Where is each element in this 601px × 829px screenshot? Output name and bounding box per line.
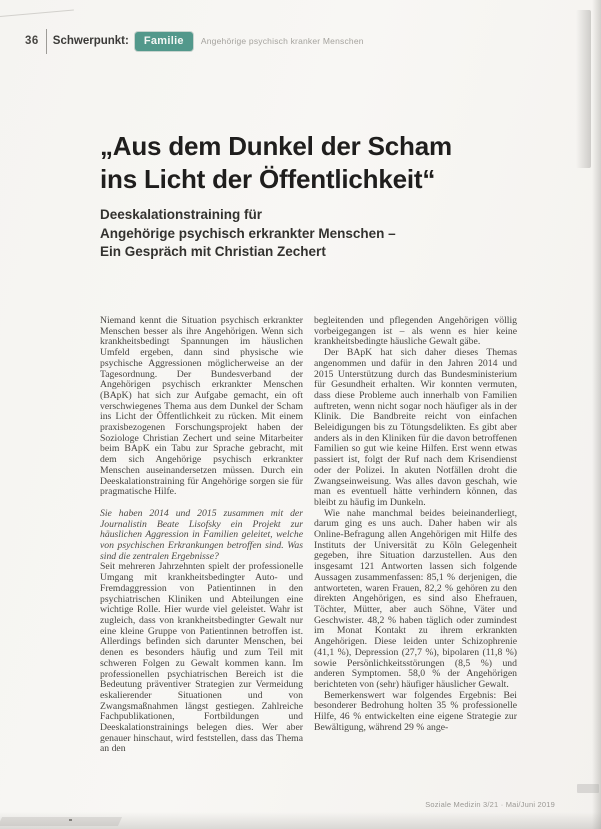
scan-artifact-topline xyxy=(0,10,74,18)
article-title-line2: ins Licht der Öffentlichkeit“ xyxy=(100,164,436,194)
article-title xyxy=(100,130,530,196)
article-subtitle xyxy=(100,206,520,262)
article-title-line1: „Aus dem Dunkel der Scham xyxy=(100,131,452,161)
issue-footer: Soziale Medizin 3/21 · Mai/Juni 2019 xyxy=(425,800,555,809)
article-subtitle-line2: Angehörige psychisch erkrankter Menschen – xyxy=(100,225,396,241)
body-paragraph: Der BApK hat sich daher dieses Themas angenommen und dafür in den Jahren 2014 und 2015 Unterstützung durch das Bundesministerium für Gesundheit erhalten. Wir konnten vermuten, dass diese Probleme auch innerhalb von Familien auftreten, wenn nicht sogar noch häufiger als in der Klinik. Die Bandbreite reicht von einfachen Beleidigungen bis zu Tötungsdelikten. Es gibt aber anders als in den Kliniken für die davon betroffenen Familien so gut wie keine Hilfen. Erst wenn etwas passiert ist, folgt der Ruf nach dem Krisendienst oder der Polizei. In akuten Notfällen droht die Zwangseinweisung. Was alles davon geschah, wie man es eventuell hätte verhindern können, das bleibt zu häufig im Dunkeln. xyxy=(314,347,517,508)
answer-paragraph: Seit mehreren Jahrzehnten spielt der professionelle Umgang mit krankheitsbedingter Auto- und Fremdaggression von Patientinnen in den psychiatrischen Kliniken und Abteilungen eine wichtige Rolle. Hier wurde viel geleistet. Wahr ist zugleich, dass von krankheitsbedingter Gewalt nur eine kleine Gruppe von Patientinnen betroffen ist. Allerdings befinden sich darunter Menschen, bei denen es besonders häufig und zum Teil mit schweren Folgen zu Gewalt kommen kann. Im professionellen psychiatrischen Bereich ist die Bedeutung präventiver Strategien zur Vermeidung eskalierender Situationen und von Zwangsmaßnahmen längst gestiegen. Zahlreiche Fachpublikationen, Fortbildungen und Deeskalationstrainings belegen dies. Wer aber genauer hinschaut, wird feststellen, dass das Thema an den xyxy=(100,561,303,755)
scan-artifact-bottom-left xyxy=(0,817,122,826)
page-header xyxy=(25,30,364,52)
scan-artifact-right-low xyxy=(577,784,599,793)
body-paragraph: begleitenden und pflegenden Angehörigen völlig vorbeigegangen ist – als wenn es hier keine krankheitsbedingte häusliche Gewalt gäbe. xyxy=(314,316,517,348)
section-topic: Angehörige psychisch kranker Menschen xyxy=(200,36,364,46)
scan-artifact-right-band xyxy=(576,10,591,168)
lead-paragraph: Niemand kennt die Situation psychisch erkrankter Menschen besser als ihre Angehörigen. Wenn sich krankheitsbedingt Spannungen im häuslichen Umfeld ergeben, dann sind physische wie psychische Aggressionen möglicherweise an der Tagesordnung. Der Bundesverband der Angehörigen psychisch erkrankter Menschen (BApK) hat sich zur Aufgabe gemacht, ein oft verschwiegenes Thema aus dem Dunkel der Scham ins Licht der Öffentlichkeit zu rücken. Mit einem praxisbezogenen Forschungsprojekt haben der Soziologe Christian Zechert und seine Mitarbeiter beim BApK ein Tabu zur Sprache gebracht, mit dem sich Angehörige psychisch erkrankter Menschen auseinandersetzen müssen. Durch ein Deeskalationstraining für Angehörige sorgen sie für pragmatische Hilfe. xyxy=(100,316,303,498)
scan-artifact-bottom-shadow xyxy=(0,812,601,829)
body-paragraph: Wie nahe manchmal beides beieinanderliegt, darum ging es uns auch. Daher haben wir als Online-Befragung allen Angehörigen mit Hilfe des Instituts der Universität zu Köln Gelegenheit gegeben, ihre Situation darzustellen. Aus den insgesamt 121 Antworten lassen sich folgende Aussagen zusammenfassen: 85,1 % derjenigen, die antworteten, waren Frauen, 82,2 % gehören zu den direkten Angehörigen, es sind also Ehefrauen, Töchter, Mütter, aber auch Söhne, Väter und Geschwister. 48,2 % haben täglich oder zumindest im Monat Kontakt zu ihrem erkrankten Angehörigen. Diese leiden unter Schizophrenie (41,1 %), Depression (27,7 %), bipolaren (11,8 %) sowie Persönlichkeitsstörungen (8,5 %) und anderen Symptomen. 58,0 % der Angehörigen berichteten von (sehr) häufiger häuslicher Gewalt. xyxy=(314,507,517,690)
section-badge-familie: Familie xyxy=(135,32,193,51)
article-body xyxy=(100,316,517,792)
body-paragraph: Bemerkenswert war folgendes Ergebnis: Bei besonderer Bedrohung holten 35 % professionelle Hilfe, 46 % entwickelten eine eigene Strategie zur Bewältigung, während 29 % ange- xyxy=(314,689,517,733)
section-label: Schwerpunkt: xyxy=(52,35,129,47)
article-subtitle-line3: Ein Gespräch mit Christian Zechert xyxy=(100,244,326,259)
header-divider xyxy=(46,29,47,54)
left-column xyxy=(100,316,303,792)
scan-artifact-speck xyxy=(69,819,72,821)
interview-question: Sie haben 2014 und 2015 zusammen mit der Journalistin Beate Lisofsky ein Projekt zur häuslichen Aggression in Familien geleitet, welche von psychischen Erkrankungen betroffen sind. Was sind die zentralen Ergebnisse? xyxy=(100,507,303,562)
page-number: 36 xyxy=(25,35,39,47)
scan-artifact-right-edge xyxy=(592,0,601,829)
article-subtitle-line1: Deeskalationstraining für xyxy=(100,207,263,222)
right-column xyxy=(314,316,517,792)
